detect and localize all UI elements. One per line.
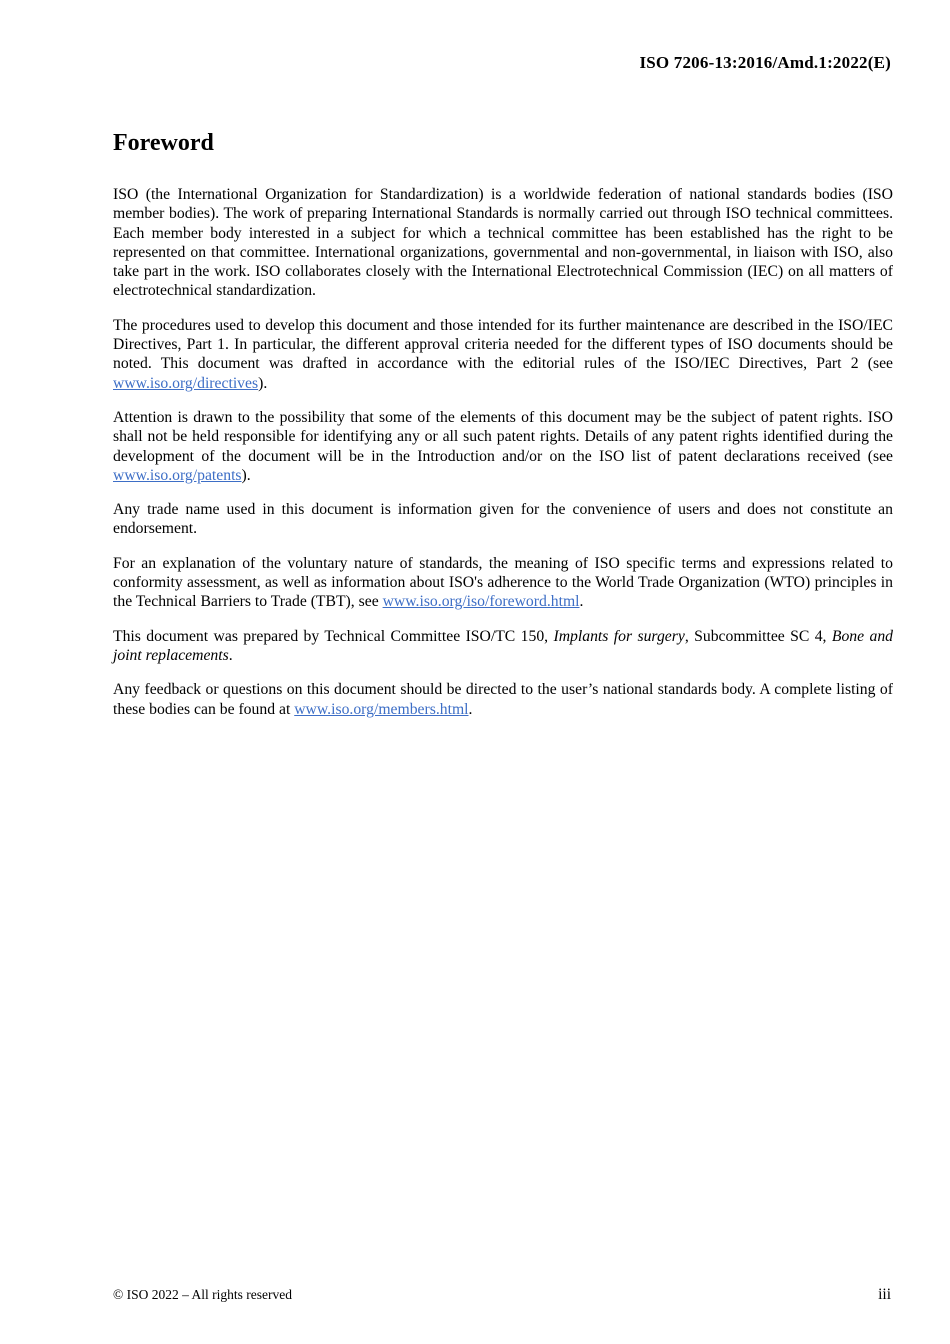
- hyperlink[interactable]: www.iso.org/members.html: [294, 700, 469, 718]
- italic-text: Bone and joint replacements: [113, 627, 894, 664]
- page-footer: [113, 1286, 891, 1304]
- text-run: Attention is drawn to the possibility that some of the elements of this document may be the subject of patent rights. ISO shall not be held responsible for identifying any or all such patent rights. Details of any patent rights identified during the development of the document will be in the Introduction and/or on the ISO list of patent declarations received (see: [113, 408, 893, 465]
- hyperlink[interactable]: www.iso.org/patents: [113, 466, 242, 484]
- text-run: Any feedback or questions on this document should be directed to the user’s national standards body. A complete listing of these bodies can be found at: [113, 681, 893, 718]
- copyright-notice: © ISO 2022 – All rights reserved: [113, 1287, 292, 1302]
- text-run: For an explanation of the voluntary nature of standards, the meaning of ISO specific terms and expressions related to conformity assessment, as well as information about ISO's adherence to the World Trade Organization (WTO) principles in the Technical Barriers to Trade (TBT), see: [113, 554, 893, 611]
- page-number: iii: [878, 1286, 891, 1303]
- text-run: .: [579, 593, 584, 611]
- italic-text: Implants for surgery: [553, 627, 685, 645]
- paragraph: [113, 185, 893, 301]
- text-run: The procedures used to develop this document and those intended for its further maintenance are described in the ISO/IEC Directives, Part 1. In particular, the different approval criteria needed for the different types of ISO documents should be noted. This document was drafted in accordance with the editorial rules of the ISO/IEC Directives, Part 2 (see: [113, 316, 893, 373]
- paragraph: [113, 680, 893, 719]
- paragraph: [113, 554, 893, 612]
- text-run: ).: [258, 374, 268, 392]
- foreword-paragraphs: [113, 185, 893, 719]
- text-run: , Subcommittee SC 4,: [684, 627, 832, 645]
- section-title: Foreword: [113, 130, 214, 156]
- text-run: ISO (the International Organization for Standardization) is a worldwide federation of national standards bodies (ISO member bodies). The work of preparing International Standards is normally carried out through ISO technical committees. Each member body interested in a subject for which a technical committee has been established has the right to be represented on that committee. International organizations, governmental and non-governmental, in liaison with ISO, also take part in the work. ISO collaborates closely with the International Electrotechnical Commission (IEC) on all matters of electrotechnical standardization.: [113, 186, 893, 300]
- text-run: This document was prepared by Technical Committee ISO/TC 150,: [113, 627, 554, 645]
- paragraph: [113, 408, 893, 485]
- paragraph: [113, 316, 893, 393]
- hyperlink[interactable]: www.iso.org/iso/foreword.html: [382, 593, 580, 611]
- paragraph: [113, 500, 893, 539]
- paragraph: [113, 627, 893, 666]
- text-run: .: [228, 646, 233, 664]
- text-run: .: [468, 700, 473, 718]
- text-run: Any trade name used in this document is information given for the convenience of users and does not constitute an endorsement.: [113, 501, 893, 538]
- text-run: ).: [241, 466, 251, 484]
- hyperlink[interactable]: www.iso.org/directives: [113, 374, 259, 392]
- foreword-section: [113, 130, 893, 734]
- document-reference: ISO 7206-13:2016/Amd.1:2022(E): [639, 53, 891, 72]
- page-header: [113, 53, 891, 73]
